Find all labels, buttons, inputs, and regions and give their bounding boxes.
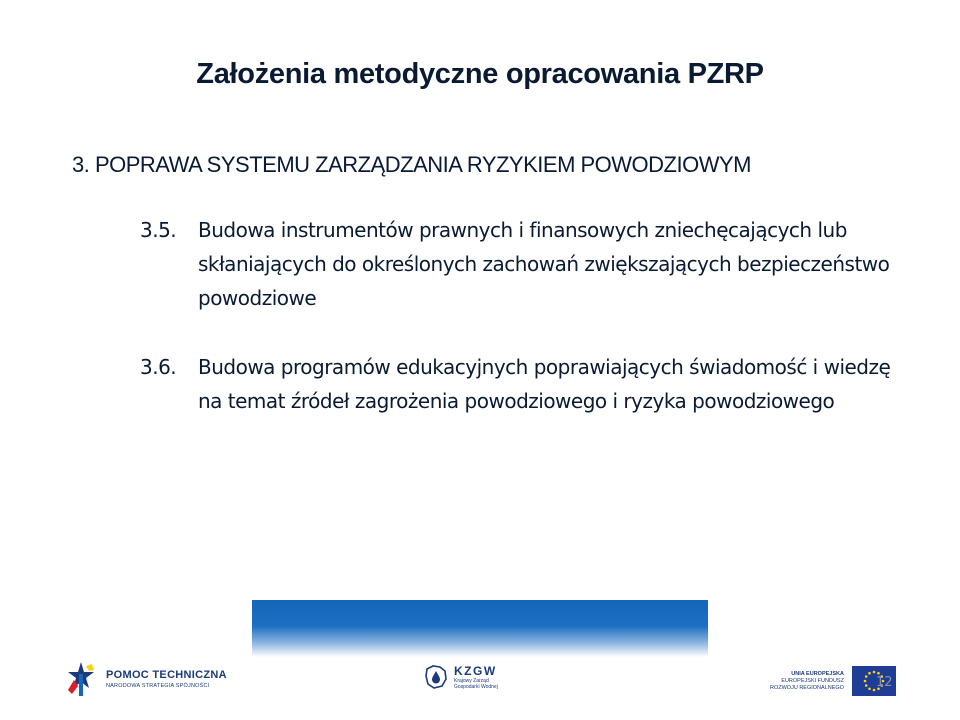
item-text: Budowa programów edukacyjnych poprawiających świadomość i wiedzę na temat źródeł zagrożenia powodziowego i ryzyka powodziowego: [198, 355, 891, 413]
footer-band: [0, 600, 960, 657]
section-heading: 3. POPRAWA SYSTEMU ZARZĄDZANIA RYZYKIEM POWODZIOWYM: [72, 152, 751, 177]
pomoc-techniczna-name: POMOC TECHNICZNA: [106, 669, 227, 681]
item-text: Budowa instrumentów prawnych i finansowych zniechęcających lub skłaniających do określonych zachowań zwiększających bezpieczeństwo powodziowe: [198, 218, 890, 310]
kzgw-subtitle: Krajowy Zarząd Gospodarki Wodnej: [454, 678, 498, 690]
list-item: [140, 350, 898, 418]
pomoc-techniczna-subtitle: NARODOWA STRATEGIA SPÓJNOŚCI: [106, 683, 210, 689]
star-cross-logo-icon: [64, 660, 98, 698]
ue-line-3: ROZWOJU REGIONALNEGO: [770, 684, 844, 691]
page-number: 12: [876, 675, 893, 690]
water-drop-map-icon: [424, 664, 448, 690]
kzgw-logo: [424, 664, 514, 690]
item-number: 3.6.: [140, 355, 177, 379]
ue-line-2: EUROPEJSKI FUNDUSZ: [781, 677, 844, 684]
list-item: [140, 213, 898, 315]
item-number: 3.5.: [140, 218, 177, 242]
slide-title: Założenia metodyczne opracowania PZRP: [196, 58, 764, 90]
kzgw-name: KZGW: [454, 664, 497, 678]
pomoc-techniczna-logo: [64, 660, 227, 698]
ue-line-1: UNIA EUROPEJSKA: [791, 670, 844, 677]
